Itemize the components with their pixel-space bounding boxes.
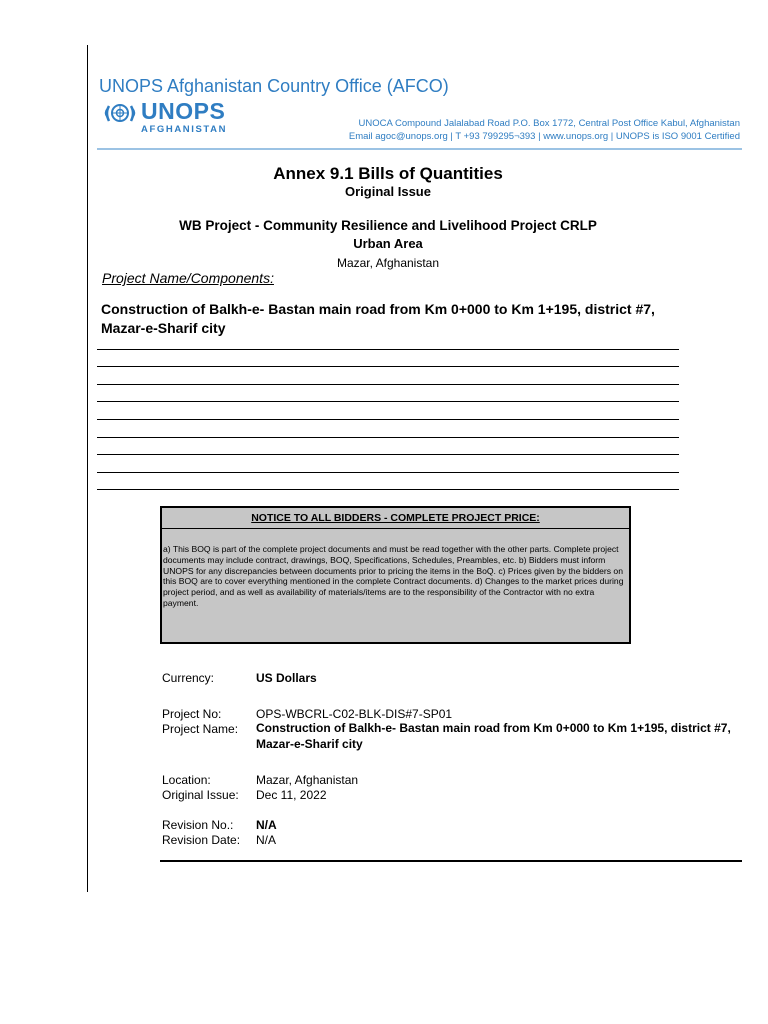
project-no-label: Project No: xyxy=(162,707,222,721)
location-value: Mazar, Afghanistan xyxy=(256,773,359,787)
project-name-value: Construction of Balkh-e- Bastan main road from Km 0+000 to Km 1+195, district #7, Mazar-e-Sharif city xyxy=(256,721,731,751)
logo-word: UNOPS xyxy=(141,98,226,124)
blank-line xyxy=(97,419,679,420)
bottom-rule xyxy=(160,860,742,862)
blank-line xyxy=(97,401,679,402)
left-margin-rule xyxy=(87,45,88,892)
blank-line xyxy=(97,437,679,438)
blank-line xyxy=(97,472,679,473)
document-title: Annex 9.1 Bills of Quantities xyxy=(273,164,503,183)
location-line: Mazar, Afghanistan xyxy=(336,256,440,270)
blank-line xyxy=(97,454,679,455)
logo-subtext: AFGHANISTAN xyxy=(141,124,228,135)
contact-line: Email agoc@unops.org | T +93 799295¬393 | www.unops.org | UNOPS is ISO 9001 Certified xyxy=(348,131,740,142)
blank-line xyxy=(97,349,679,350)
notice-heading: NOTICE TO ALL BIDDERS - COMPLETE PROJECT PRICE: xyxy=(162,508,629,529)
revision-date-value: N/A xyxy=(256,833,277,847)
blank-line xyxy=(97,489,679,490)
unops-logo xyxy=(103,100,253,136)
project-line: WB Project - Community Resilience and Livelihood Project CRLP xyxy=(179,218,597,233)
original-issue-label: Original Issue: xyxy=(162,788,239,802)
project-no-value: OPS-WBCRL-C02-BLK-DIS#7-SP01 xyxy=(256,707,453,721)
notice-box xyxy=(160,506,631,644)
project-name-field-label: Project Name: xyxy=(162,722,239,736)
revision-date-label: Revision Date: xyxy=(162,833,241,847)
area-line: Urban Area xyxy=(353,236,423,251)
address-line: UNOCA Compound Jalalabad Road P.O. Box 1772, Central Post Office Kabul, Afghanistan xyxy=(358,118,740,129)
revision-no-label: Revision No.: xyxy=(162,818,234,832)
blank-line xyxy=(97,366,679,367)
header-rule xyxy=(97,148,742,150)
blank-line xyxy=(97,384,679,385)
document-subtitle: Original Issue xyxy=(345,184,431,199)
org-title: UNOPS Afghanistan Country Office (AFCO) xyxy=(99,76,449,96)
construction-title: Construction of Balkh-e- Bastan main road from Km 0+000 to Km 1+195, district #7, Mazar-e-Sharif city xyxy=(101,301,655,336)
revision-no-value: N/A xyxy=(256,818,277,832)
currency-label: Currency: xyxy=(162,671,215,685)
original-issue-value: Dec 11, 2022 xyxy=(256,788,327,802)
location-label: Location: xyxy=(162,773,211,787)
currency-value: US Dollars xyxy=(256,671,317,685)
un-emblem-icon xyxy=(103,100,137,126)
notice-body: a) This BOQ is part of the complete project documents and must be read together with the other parts. Complete project documents may include contract, drawings, BOQ, Specifications, Schedules, Preambles, etc. b) Bidders must inform UNOPS for any discrepancies between documents prior to pricing the items in the BoQ. c) Prices given by the bidders on this BOQ are to cover everything mentioned in the complete Contract documents. d) Changes to the market prices during project period, and as well as availability of materials/items are to the responsibility of the Contractor with no extra payment. xyxy=(163,544,624,608)
project-name-label: Project Name/Components: xyxy=(102,270,274,286)
